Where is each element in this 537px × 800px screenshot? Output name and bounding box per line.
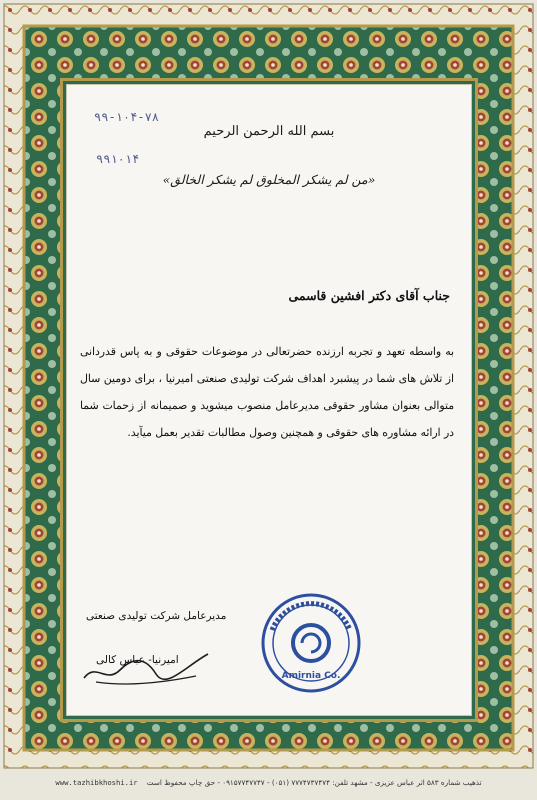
signatory-name: امیرنیا- عباس کالی <box>96 654 179 666</box>
reference-number-2: ۹۹۱۰۱۴ <box>96 152 140 166</box>
footer-credit: تذهیب شماره ۵۸۳ اثر عباس عزیزی - مشهد تلفن: ۷۷۷۴۷۳۷۴۷۴ (۰۵۱) - ۰۹۱۵۷۷۴۷۷۴۷ - حق چاپ محفوظ است <box>146 778 482 787</box>
reference-number-1: ۹۹-۱۰۴-۷۸ <box>94 110 160 124</box>
appreciation-text: به واسطه تعهد و تجربه ارزنده حضرتعالی در موضوعات حقوقی و به پاس قدردانی از تلاش های شما در پیشبرد اهداف شرکت تولیدی صنعتی امیرنیا ، برای دومین سال متوالی بعنوان مشاور حقوقی مدیرعامل منصوب میشوید و صمیمانه از زحمات شما در ارائه مشاوره های حقوقی و همچنین وصول مطالبات تقدیر بعمل میآید. <box>80 345 454 439</box>
addressee: جناب آقای دکتر افشین قاسمی <box>288 288 450 303</box>
print-footer <box>0 772 537 794</box>
certificate-paper <box>66 84 472 716</box>
seal-text: Amirnia Co. <box>281 671 341 681</box>
signatory-title: مدیرعامل شرکت تولیدی صنعتی <box>86 610 227 622</box>
basmala-heading: بسم الله الرحمن الرحیم <box>203 124 335 139</box>
motto-line: «من لم یشکر المخلوق لم یشکر الخالق» <box>162 172 376 187</box>
footer-website: www.tazhibkhoshi.ir <box>55 778 138 787</box>
company-seal <box>258 590 364 696</box>
